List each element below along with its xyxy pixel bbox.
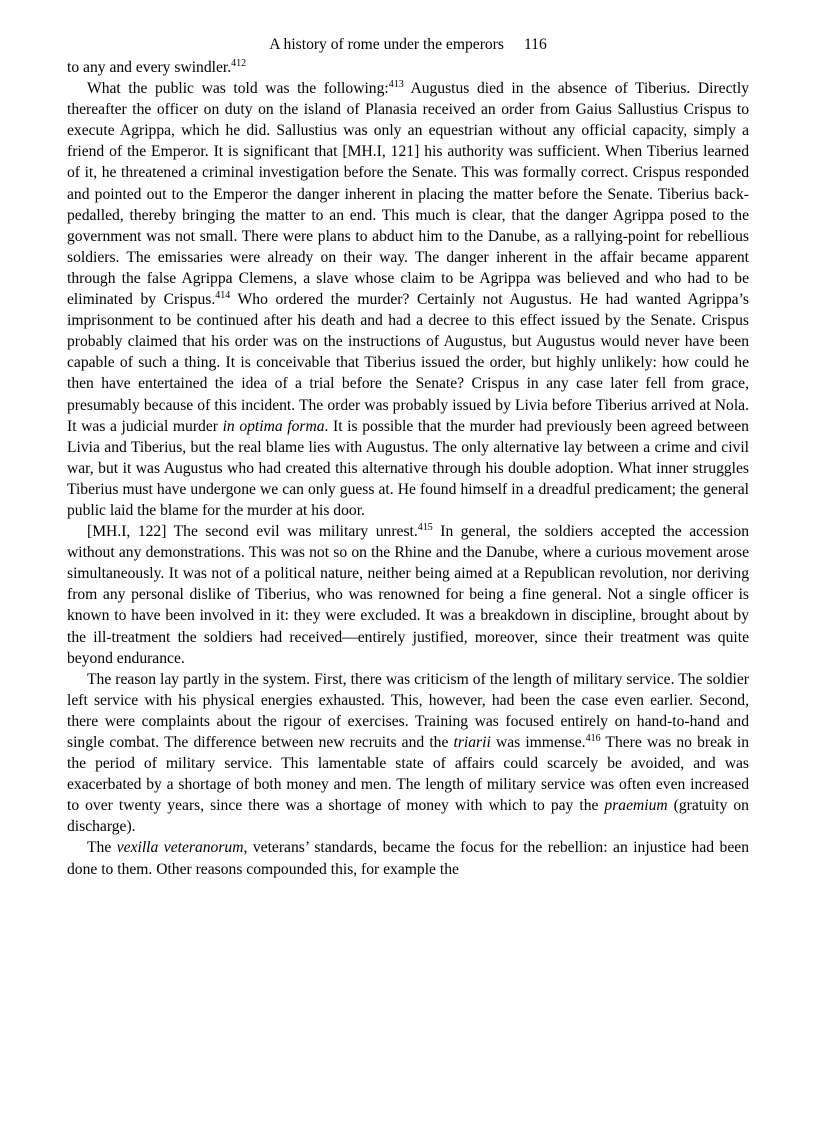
italic-text: vexilla veteranorum, bbox=[116, 839, 248, 857]
text-run: (gratuity on discharge). bbox=[67, 797, 749, 836]
text-run: was immense. bbox=[490, 734, 586, 751]
paragraph bbox=[67, 837, 749, 879]
italic-text: in optima forma bbox=[222, 417, 325, 435]
page-number: 116 bbox=[523, 36, 547, 53]
italic-text: triarii bbox=[453, 734, 491, 751]
footnote-ref: 413 bbox=[388, 78, 404, 90]
text-run: Who ordered the murder? Certainly not Augustus. He had wanted Agrippa’s imprisonment to be continued after his death and had a decree to this effect issued by the Senate. Crispus probably claimed that his order was on the instructions of Augustus, but Augustus would never have been capable of such a thing. It is conceivable that Tiberius issued the order, but highly unlikely: how could he then have entertained the idea of a trial before the Senate? Crispus in any case later fell from grace, presumably because of this incident. The order was probably issued by Livia before Tiberius arrived at Nola. It was a judicial murder bbox=[67, 291, 749, 435]
page bbox=[67, 34, 749, 880]
text-run: In general, the soldiers accepted the accession without any demonstrations. This was not so on the Rhine and the Danube, where a curious movement arose simultaneously. It was not of a political nature, neither being aimed at a Republican revolution, nor deriving from any personal dislike of Tiberius, who was renowned for being a fine general. Not a single officer is known to have been involved in it: they were excluded. It was a breakdown in discipline, brought about by the ill-treatment the soldiers had received—entirely justified, moreover, since their treatment was quite beyond endurance. bbox=[67, 523, 749, 667]
text-run: There was no break in the period of military service. This lamentable state of affairs could scarcely be avoided, and was exacerbated by a shortage of both money and men. The length of military service was often even increased to over twenty years, since there was a shortage of money with which to pay the bbox=[67, 734, 749, 815]
body-text bbox=[67, 57, 749, 880]
text-run: What the public was told was the following: bbox=[87, 80, 389, 98]
text-run: . It is possible that the murder had previously been agreed between Livia and Tiberius, but the real blame lies with Augustus. The only alternative lay between a crime and civil war, but it was Augustus who had created this alternative through his double adoption. What inner struggles Tiberius must have undergone we can only guess at. He found himself in a dreadful predicament; the general public laid the blame for the murder at his door. bbox=[67, 417, 749, 519]
text-run: Augustus died in the absence of Tiberius. Directly thereafter the officer on duty on the island of Planasia received an order from Gaius Sallustius Crispus to execute Agrippa, which he did. Sallustius was only an equestrian without any official capacity, simply a friend of the Emperor. It is significant that [MH.I, 121] his authority was sufficient. When Tiberius learned of it, he threatened a criminal investigation before the Senate. This was formally correct. Crispus responded and pointed out to the Emperor the danger inherent in placing the matter before the Senate. Tiberius back-pedalled, thereby bringing the matter to an end. This much is clear, that the danger Agrippa posed to the government was not small. There were plans to abduct him to the Danube, as a rallying-point for rebellious soldiers. The emissaries were already on their way. The danger inherent in the affair became apparent through the false Agrippa Clemens, a slave whose claim to be Agrippa was believed and who had to be eliminated by Crispus. bbox=[67, 80, 749, 309]
running-header bbox=[67, 34, 749, 56]
paragraph bbox=[67, 57, 749, 78]
paragraph bbox=[67, 521, 749, 669]
footnote-ref: 412 bbox=[231, 57, 247, 69]
footnote-ref: 416 bbox=[585, 732, 601, 744]
italic-text: praemium bbox=[604, 797, 668, 815]
text-run: The reason lay partly in the system. First, there was criticism of the length of military service. The soldier left service with his physical energies exhausted. This, however, had been the case even earlier. Second, there were complaints about the rigour of exercises. Training was focused entirely on hand-to-hand and single combat. The difference between new recruits and the bbox=[67, 670, 749, 751]
paragraph bbox=[67, 669, 749, 838]
footnote-ref: 415 bbox=[417, 521, 433, 533]
paragraph bbox=[67, 78, 749, 521]
text-run: [MH.I, 122] The second evil was military unrest. bbox=[87, 523, 418, 541]
text-run: veterans’ standards, became the focus for the rebellion: an injustice had been done to them. Other reasons compounded this, for example the bbox=[67, 839, 749, 878]
footnote-ref: 414 bbox=[215, 289, 231, 301]
header-title: A history of rome under the emperors bbox=[269, 36, 504, 53]
text-run: to any and every swindler. bbox=[67, 59, 232, 76]
text-run: The bbox=[87, 839, 117, 857]
